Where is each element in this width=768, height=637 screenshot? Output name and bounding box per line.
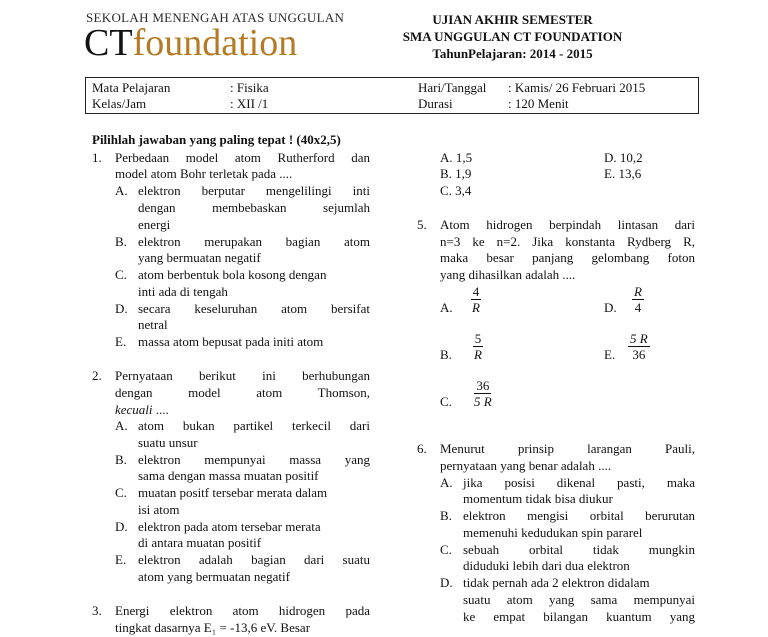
- q6-stem-line2: pernyataan yang benar adalah ....: [440, 458, 612, 473]
- q5-option-e-fraction: [628, 331, 650, 362]
- q2-option-a-line1: atom bukan partikel terkecil dari: [138, 418, 370, 433]
- q2-option-a-letter: A.: [115, 418, 128, 433]
- q1-option-a-line3: energi: [138, 217, 171, 232]
- q5-b-numerator: 5: [474, 331, 482, 346]
- q5-option-a-fraction: [470, 284, 482, 315]
- q2-stem-line2: dengan model atom Thomson,: [115, 385, 370, 400]
- subject-label: Mata Pelajaran: [92, 80, 171, 95]
- q5-option-c-fraction: [472, 378, 494, 409]
- q6-option-c-line1: sebuah orbital tidak mungkin: [463, 542, 695, 557]
- q2-number: 2.: [92, 368, 102, 383]
- q6-option-d-line3: ke empat bilangan kuantum yang: [463, 609, 695, 624]
- date-value: : Kamis/ 26 Februari 2015: [508, 80, 646, 95]
- q6-option-a-letter: A.: [440, 475, 453, 490]
- q2-option-c-letter: C.: [115, 485, 127, 500]
- q3-stem-line2: tingkat dasarnya E₁ = -13,6 eV. Besar: [115, 620, 311, 635]
- q1-option-b-letter: B.: [115, 234, 127, 249]
- q5-stem-line4: yang dihasilkan adalah ....: [440, 267, 576, 282]
- class-label: Kelas/Jam: [92, 96, 147, 111]
- q5-option-d-letter: D.: [604, 300, 617, 315]
- q5-d-denominator: 4: [634, 300, 642, 315]
- q2-option-d-line1: elektron pada atom tersebar merata: [138, 519, 321, 534]
- exam-title: UJIAN AKHIR SEMESTER: [432, 12, 593, 27]
- q5-e-denominator: 36: [632, 347, 646, 362]
- q5-stem-line2: n=3 ke n=2. Jika konstanta Rydberg R,: [440, 234, 695, 249]
- date-label: Hari/Tanggal: [418, 80, 487, 95]
- q1-option-d-letter: D.: [115, 301, 128, 316]
- q1-option-c-line1: atom berbentuk bola kosong dengan: [138, 267, 327, 282]
- q1-option-c-line2: inti ada di tengah: [138, 284, 228, 299]
- q2-option-e-line1: elektron adalah bagian dari suatu: [138, 552, 370, 567]
- q1-stem-line2: model atom Bohr terletak pada ....: [115, 166, 293, 181]
- q5-c-numerator: 36: [476, 378, 490, 393]
- q3-stem-line1: Energi elektron atom hidrogen pada: [115, 603, 370, 618]
- q6-option-a-line1: jika posisi dikenal pasti, maka: [463, 475, 695, 490]
- q2-option-c-line1: muatan positf tersebar merata dalam: [138, 485, 328, 500]
- q1-option-d-line2: netral: [138, 317, 168, 332]
- q1-number: 1.: [92, 150, 102, 165]
- q2-option-b-line1: elektron mempunyai massa yang: [138, 452, 370, 467]
- q1-option-e-letter: E.: [115, 334, 127, 349]
- prev-option-d: D. 10,2: [604, 150, 643, 165]
- q6-option-d-line1: tidak pernah ada 2 elektron didalam: [463, 575, 650, 590]
- q2-option-b-letter: B.: [115, 452, 127, 467]
- q3-number: 3.: [92, 603, 102, 618]
- q6-option-c-line2: diduduki lebih dari dua elektron: [463, 558, 630, 573]
- logo-ct: CT: [84, 22, 133, 64]
- academic-year: TahunPelajaran: 2014 - 2015: [432, 46, 593, 61]
- q5-e-numerator: 5 R: [630, 331, 648, 346]
- q5-number: 5.: [417, 217, 427, 232]
- duration-label: Durasi: [418, 96, 453, 111]
- q6-stem-line1: Menurut prinsip larangan Pauli,: [440, 441, 695, 456]
- q5-option-c-letter: C.: [440, 394, 452, 409]
- q1-stem-line1: Perbedaan model atom Rutherford dan: [115, 150, 370, 165]
- q2-option-e-letter: E.: [115, 552, 127, 567]
- q5-option-e-letter: E.: [604, 347, 616, 362]
- instruction: Pilihlah jawaban yang paling tepat ! (40x2,5): [92, 132, 341, 147]
- q6-option-d-letter: D.: [440, 575, 453, 590]
- q5-stem-line3: maka besar panjang gelombang foton: [440, 250, 695, 265]
- prev-option-b: B. 1,9: [440, 166, 472, 181]
- q6-option-c-letter: C.: [440, 542, 452, 557]
- logo-foundation: foundation: [132, 22, 298, 64]
- q5-d-numerator: R: [634, 284, 642, 299]
- duration-value: : 120 Menit: [508, 96, 569, 111]
- q6-number: 6.: [417, 441, 427, 456]
- q1-option-b-line1: elektron merupakan bagian atom: [138, 234, 370, 249]
- q6-option-b-line1: elektron mengisi orbital berurutan: [463, 508, 695, 523]
- school-title: SMA UNGGULAN CT FOUNDATION: [402, 29, 623, 44]
- q5-stem-line1: Atom hidrogen berpindah lintasan dari: [440, 217, 695, 232]
- q1-option-a-line1: elektron berputar mengelilingi inti: [138, 183, 370, 198]
- q1-option-b-line2: yang bermuatan negatif: [138, 250, 261, 265]
- q6-option-a-line2: momentum tidak bisa diukur: [463, 491, 613, 506]
- school-name: SEKOLAH MENENGAH ATAS UNGGULAN: [86, 10, 345, 25]
- q6-option-b-line2: memenuhi kedudukan spin pararel: [463, 525, 643, 540]
- q5-option-b-fraction: [472, 331, 484, 362]
- q1-option-a-letter: A.: [115, 183, 128, 198]
- q5-a-numerator: 4: [472, 284, 480, 299]
- class-value: : XII /1: [230, 96, 269, 111]
- q2-kecuali: kecuali: [115, 402, 153, 417]
- prev-option-c: C. 3,4: [440, 183, 472, 198]
- q5-b-denominator: R: [474, 347, 482, 362]
- q2-option-c-line2: isi atom: [138, 502, 180, 517]
- q6-option-d-line2: suatu atom yang sama mempunyai: [463, 592, 695, 607]
- q2-option-d-letter: D.: [115, 519, 128, 534]
- q2-option-a-line2: suatu unsur: [138, 435, 198, 450]
- q2-stem-line3: [115, 402, 169, 419]
- q5-option-a-letter: A.: [440, 300, 453, 315]
- q2-option-d-line2: di antara muatan positif: [138, 535, 262, 550]
- ct-foundation-logo: [84, 22, 297, 72]
- q5-option-d-fraction: [632, 284, 644, 315]
- q2-stem-tail: ....: [152, 402, 169, 417]
- q1-option-a-line2: dengan membebaskan sejumlah: [138, 200, 370, 215]
- q1-option-d-line1: secara keseluruhan atom bersifat: [138, 301, 370, 316]
- prev-option-e: E. 13,6: [604, 166, 642, 181]
- q1-option-e-line1: massa atom bepusat pada initi atom: [138, 334, 324, 349]
- q1-option-c-letter: C.: [115, 267, 127, 282]
- q2-option-b-line2: sama dengan massa muatan positif: [138, 468, 319, 483]
- prev-option-a: A. 1,5: [440, 150, 473, 165]
- q2-stem-line1: Pernyataan berikut ini berhubungan: [115, 368, 370, 383]
- q5-a-denominator: R: [472, 300, 480, 315]
- q5-c-denominator: 5 R: [474, 394, 492, 409]
- subject-value: : Fisika: [230, 80, 269, 95]
- q6-option-b-letter: B.: [440, 508, 452, 523]
- q5-option-b-letter: B.: [440, 347, 452, 362]
- q2-option-e-line2: atom yang bermuatan negatif: [138, 569, 290, 584]
